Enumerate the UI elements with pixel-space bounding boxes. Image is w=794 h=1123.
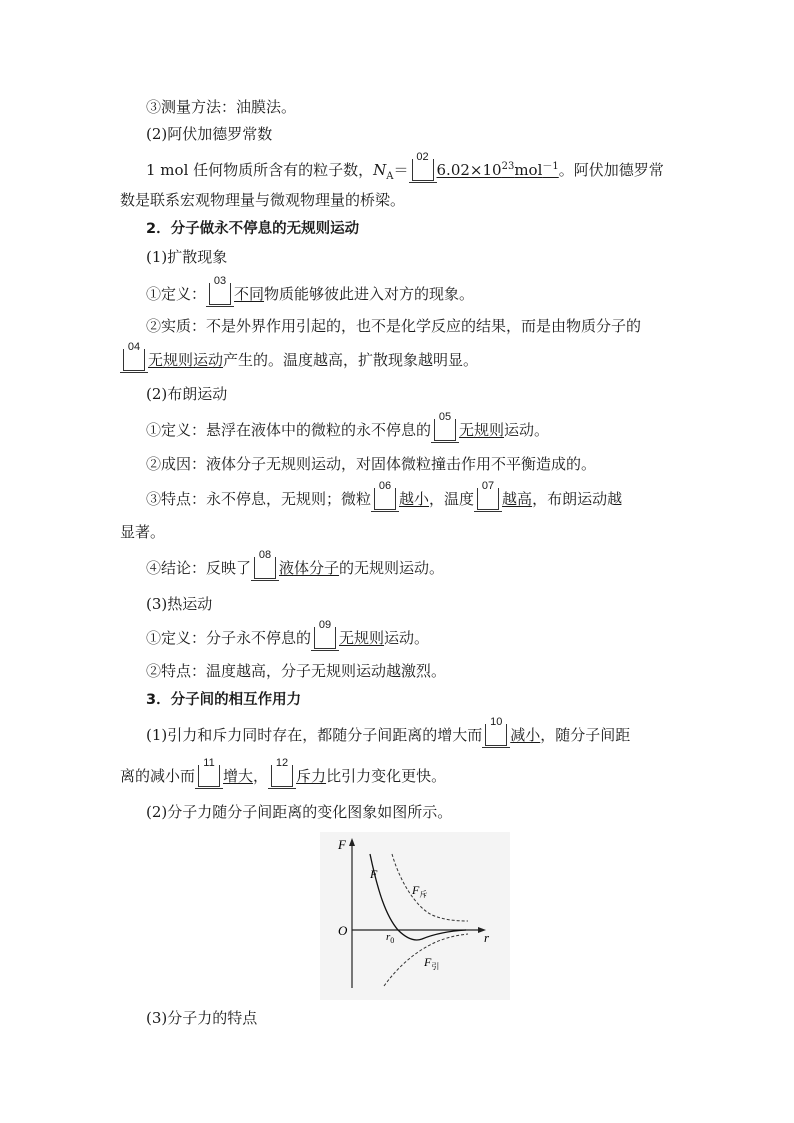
repulsive-force-label: $F_斥$ [412, 883, 428, 899]
answer-05: 无规则 [459, 421, 505, 439]
line-11: ①定义：悬浮在液体中的微粒的永不停息的 05 无规则运动。 [146, 411, 550, 439]
line-13: ③特点：永不停息，无规则；微粒 06 越小，温度 07 越高，布朗运动越 [146, 480, 623, 508]
answer-03: 不同 [234, 285, 265, 303]
line-16: (3)热运动 [146, 595, 213, 613]
answer-box-12: 12 [271, 765, 293, 787]
line-15: ④结论：反映了 08 液体分子的无规则运动。 [146, 549, 445, 577]
line-20: (1)引力和斥力同时存在，都随分子间距离的增大而 10 减小，随分子间距 [146, 716, 631, 744]
line-10: (2)布朗运动 [146, 385, 228, 403]
line-8: ②实质：不是外界作用引起的，也不是化学反应的结果，而是由物质分子的 [146, 317, 642, 335]
figure-background [320, 832, 510, 1000]
line-18: ②特点：温度越高，分子无规则运动越激烈。 [146, 662, 447, 680]
r0-label: $r_0$ [386, 931, 395, 945]
line-2: (2)阿伏加德罗常数 [146, 125, 273, 143]
section-2-heading: 2．分子做永不停息的无规则运动 [146, 221, 360, 237]
line-1: ③测量方法：油膜法。 [146, 98, 297, 116]
line-7: ①定义： 03 不同物质能够彼此进入对方的现象。 [146, 275, 475, 303]
answer-07: 越高 [502, 490, 533, 508]
line-9: 04 无规则运动产生的。温度越高，扩散现象越明显。 [120, 348, 794, 372]
attractive-force-label: $F_引$ [424, 955, 440, 971]
origin-label: O [338, 923, 348, 938]
answer-box-04: 04 [123, 349, 145, 371]
line-14: 显著。 [120, 523, 166, 541]
answer-box-11: 11 [198, 765, 220, 787]
answer-06: 越小 [399, 490, 430, 508]
answer-box-08: 08 [254, 557, 276, 579]
molecular-force-figure [320, 832, 510, 1000]
answer-box-03: 03 [209, 283, 231, 305]
answer-04: 无规则运动 [148, 351, 224, 369]
answer-10: 减小 [510, 726, 541, 744]
net-force-label: F [370, 867, 378, 881]
answer-box-02: 02 [412, 159, 434, 181]
line-3: 1 mol 任何物质所含有的粒子数，$N_A=$ 02 $6.02\times 10^{23}mol^{-1}$。阿伏加德罗常 [146, 151, 664, 182]
answer-box-10: 10 [485, 724, 507, 746]
answer-box-09: 09 [314, 627, 336, 649]
answer-12: 斥力 [296, 767, 327, 785]
section-3-heading: 3．分子间的相互作用力 [146, 692, 302, 708]
line-6: (1)扩散现象 [146, 248, 228, 266]
answer-box-07: 07 [477, 488, 499, 510]
answer-02: $6.02\times 10^{23}mol^{-1}$ [436, 161, 559, 179]
x-axis-label: r [484, 930, 490, 945]
line-21: 离的减小而 11 增大， 12 斥力比引力变化更快。 [120, 757, 447, 785]
answer-box-06: 06 [374, 488, 396, 510]
answer-box-05: 05 [434, 419, 456, 441]
answer-09: 无规则 [339, 629, 385, 647]
line-12: ②成因：液体分子无规则运动，对固体微粒撞击作用不平衡造成的。 [146, 455, 597, 473]
answer-08: 液体分子 [279, 559, 340, 577]
y-axis-label: F [338, 837, 346, 852]
line-4: 数是联系宏观物理量与微观物理量的桥梁。 [120, 191, 406, 209]
answer-11: 增大 [223, 767, 254, 785]
line-23: (3)分子力的特点 [146, 1009, 258, 1027]
line-22: (2)分子力随分子间距离的变化图象如图所示。 [146, 803, 453, 821]
line-17: ①定义：分子永不停息的 09 无规则运动。 [146, 619, 430, 647]
